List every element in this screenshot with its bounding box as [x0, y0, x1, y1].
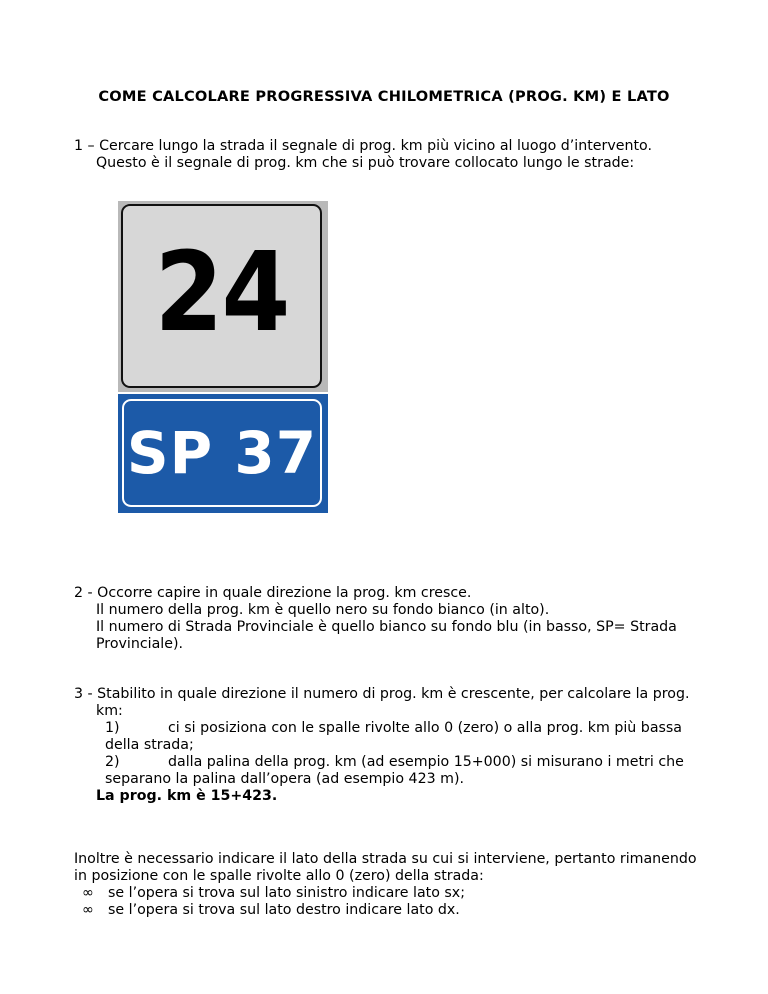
step3-line1: 3 - Stabilito in quale direzione il numero di prog. km è crescente, per calcolare la prog. — [74, 686, 690, 702]
step3-item2-line1: dalla palina della prog. km (ad esempio 15+000) si misurano i metri che — [168, 754, 684, 770]
sign-bottom-panel — [118, 394, 328, 513]
page-title: COME CALCOLARE PROGRESSIVA CHILOMETRICA (PROG. KM) E LATO — [98, 88, 670, 105]
step2-line4: Provinciale). — [96, 636, 183, 652]
step2-line2: Il numero della prog. km è quello nero su fondo bianco (in alto). — [96, 602, 550, 618]
step3-item2-line2: separano la palina dall’opera (ad esempio 423 m). — [105, 771, 465, 787]
infinity-bullet-icon: ∞ — [82, 902, 94, 918]
step1-line1: 1 – Cercare lungo la strada il segnale di prog. km più vicino al luogo d’intervento. — [74, 138, 652, 154]
step3-result: La prog. km è 15+423. — [96, 788, 278, 804]
step3-item1-number: 1) — [105, 720, 120, 736]
sign-top-panel — [118, 201, 328, 392]
step1-line2: Questo è il segnale di prog. km che si può trovare collocato lungo le strade: — [96, 155, 635, 171]
step3-line2: km: — [96, 703, 123, 719]
side-bullet-text: se l’opera si trova sul lato destro indicare lato dx. — [108, 902, 460, 918]
km-marker-sign — [118, 201, 328, 513]
infinity-bullet-icon: ∞ — [82, 885, 94, 901]
km-number: 24 — [154, 228, 289, 356]
step3-item2-number: 2) — [105, 754, 120, 770]
step3-item1-line2: della strada; — [105, 737, 194, 753]
side-bullet-text: se l’opera si trova sul lato sinistro indicare lato sx; — [108, 885, 465, 901]
side-bullet-item — [82, 902, 460, 919]
road-code: SP 37 — [126, 418, 318, 487]
step2-line1: 2 - Occorre capire in quale direzione la prog. km cresce. — [74, 585, 472, 601]
step3-item1-line1: ci si posiziona con le spalle rivolte allo 0 (zero) o alla prog. km più bassa — [168, 720, 682, 736]
side-bullet-item — [82, 885, 465, 902]
step2-line3: Il numero di Strada Provinciale è quello bianco su fondo blu (in basso, SP= Strada — [96, 619, 677, 635]
side-line2: in posizione con le spalle rivolte allo 0 (zero) della strada: — [74, 868, 484, 884]
side-line1: Inoltre è necessario indicare il lato della strada su cui si interviene, pertanto rimanendo — [74, 851, 697, 867]
